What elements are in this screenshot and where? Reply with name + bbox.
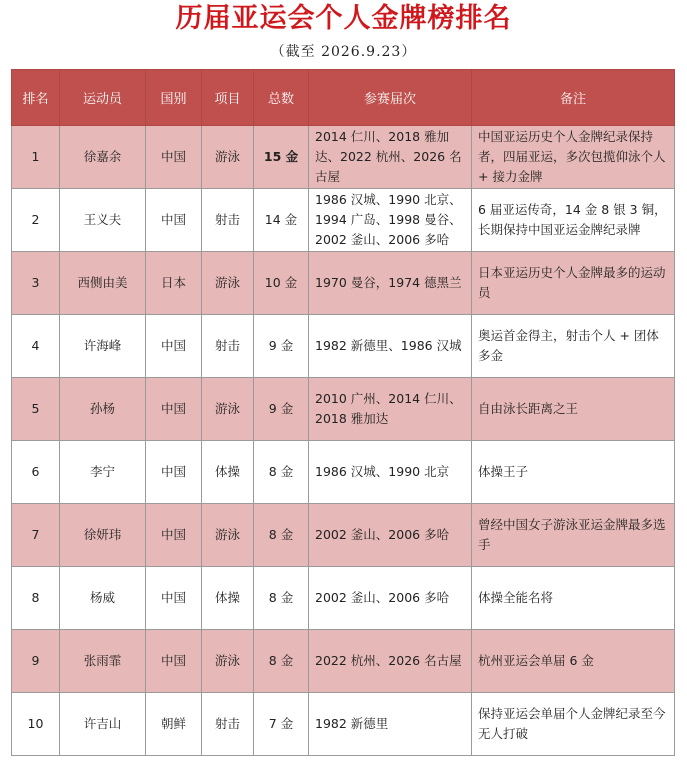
event-cell: 体操 [202,567,254,630]
athlete-cell: 李宁 [60,441,146,504]
rank-cell: 3 [12,252,60,315]
games-cell: 2022 杭州、2026 名古屋 [309,630,472,693]
note-cell: 保持亚运会单届个人金牌纪录至今无人打破 [472,693,675,756]
rank-cell: 6 [12,441,60,504]
country-cell: 日本 [146,252,202,315]
games-cell: 1982 新德里、1986 汉城 [309,315,472,378]
total-cell: 14 金 [254,189,309,252]
country-cell: 朝鲜 [146,693,202,756]
note-cell: 自由泳长距离之王 [472,378,675,441]
event-cell: 游泳 [202,504,254,567]
note-cell: 6 届亚运传奇，14 金 8 银 3 铜，长期保持中国亚运金牌纪录牌 [472,189,675,252]
event-cell: 游泳 [202,378,254,441]
note-cell: 体操王子 [472,441,675,504]
total-cell: 8 金 [254,567,309,630]
header-total: 总数 [254,70,309,126]
country-cell: 中国 [146,378,202,441]
table-row [12,378,675,441]
event-cell: 射击 [202,693,254,756]
total-cell: 9 金 [254,378,309,441]
athlete-cell: 杨威 [60,567,146,630]
games-cell: 1986 汉城、1990 北京 [309,441,472,504]
table-row [12,504,675,567]
games-cell: 1982 新德里 [309,693,472,756]
rank-cell: 10 [12,693,60,756]
event-cell: 游泳 [202,252,254,315]
gold-medal-table [11,69,675,756]
athlete-cell: 许海峰 [60,315,146,378]
table-row [12,252,675,315]
games-cell: 2010 广州、2014 仁川、2018 雅加达 [309,378,472,441]
country-cell: 中国 [146,189,202,252]
rank-cell: 5 [12,378,60,441]
rank-cell: 8 [12,567,60,630]
rank-cell: 7 [12,504,60,567]
total-value: 15 金 [263,149,299,164]
header-rank: 排名 [12,70,60,126]
note-cell: 曾经中国女子游泳亚运金牌最多选手 [472,504,675,567]
games-cell: 1986 汉城、1990 北京、1994 广岛、1998 曼谷、2002 釜山、2006 多哈 [309,189,472,252]
header-note: 备注 [472,70,675,126]
note-cell: 奥运首金得主，射击个人 + 团体多金 [472,315,675,378]
rank-cell: 1 [12,126,60,189]
total-cell: 8 金 [254,630,309,693]
page-subtitle: （截至 2026.9.23） [270,44,417,60]
header-event: 项目 [202,70,254,126]
header-athlete: 运动员 [60,70,146,126]
country-cell: 中国 [146,315,202,378]
country-cell: 中国 [146,441,202,504]
athlete-cell: 王义夫 [60,189,146,252]
note-cell: 中国亚运历史个人金牌纪录保持者，四届亚运，多次包揽仰泳个人 + 接力金牌 [472,126,675,189]
athlete-cell: 徐妍玮 [60,504,146,567]
total-cell: 7 金 [254,693,309,756]
athlete-cell: 徐嘉余 [60,126,146,189]
athlete-cell: 许吉山 [60,693,146,756]
games-cell: 2002 釜山、2006 多哈 [309,567,472,630]
note-cell: 日本亚运历史个人金牌最多的运动员 [472,252,675,315]
event-cell: 射击 [202,315,254,378]
page-title: 历届亚运会个人金牌榜排名 [175,3,512,34]
games-cell: 1970 曼谷，1974 德黑兰 [309,252,472,315]
total-cell: 9 金 [254,315,309,378]
table-row [12,126,675,189]
table-row [12,315,675,378]
country-cell: 中国 [146,567,202,630]
event-cell: 游泳 [202,630,254,693]
table-row [12,441,675,504]
athlete-cell: 张雨霏 [60,630,146,693]
games-cell: 2002 釜山、2006 多哈 [309,504,472,567]
event-cell: 游泳 [202,126,254,189]
total-cell: 10 金 [254,252,309,315]
country-cell: 中国 [146,630,202,693]
event-cell: 体操 [202,441,254,504]
total-cell [254,126,309,189]
header-games: 参赛届次 [309,70,472,126]
table-header-row [12,70,675,126]
table-row [12,189,675,252]
athlete-cell: 西侧由美 [60,252,146,315]
rank-cell: 9 [12,630,60,693]
country-cell: 中国 [146,504,202,567]
table-row [12,693,675,756]
rank-cell: 2 [12,189,60,252]
note-cell: 杭州亚运会单届 6 金 [472,630,675,693]
table-row [12,567,675,630]
athlete-cell: 孙杨 [60,378,146,441]
total-cell: 8 金 [254,504,309,567]
note-cell: 体操全能名将 [472,567,675,630]
header-country: 国别 [146,70,202,126]
total-cell: 8 金 [254,441,309,504]
event-cell: 射击 [202,189,254,252]
table-row [12,630,675,693]
games-cell: 2014 仁川、2018 雅加达、2022 杭州、2026 名古屋 [309,126,472,189]
country-cell: 中国 [146,126,202,189]
rank-cell: 4 [12,315,60,378]
